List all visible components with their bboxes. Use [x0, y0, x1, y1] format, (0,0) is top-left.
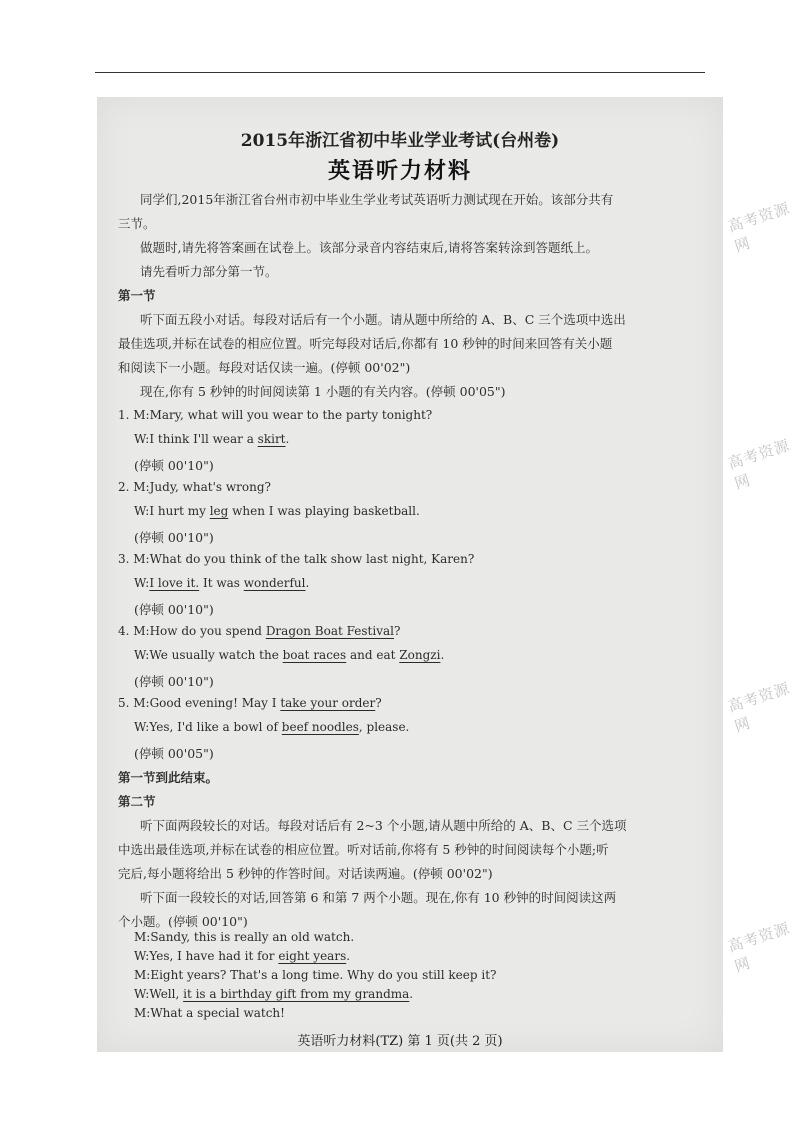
intro-line: 同学们,2015年浙江省台州市初中毕业生学业考试英语听力测试现在开始。该部分共有	[140, 192, 614, 207]
dialogue-line: W:I love it. It was wonderful.	[134, 576, 310, 590]
dialogue-line: M:Eight years? That's a long time. Why do you still keep it?	[134, 968, 497, 982]
instruction-line: 和阅读下一小题。每段对话仅读一遍。(停顿 00'02")	[118, 360, 411, 375]
pause-note: (停顿 00'05")	[134, 746, 214, 761]
instruction-line: 个小题。(停顿 00'10")	[118, 914, 248, 929]
page-footer: 英语听力材料(TZ) 第 1 页(共 2 页)	[297, 1034, 503, 1049]
answer-key: Dragon Boat Festival	[265, 624, 394, 638]
instruction-line: 完后,每小题将给出 5 秒钟的作答时间。对话读两遍。(停顿 00'02")	[118, 866, 493, 881]
dialogue-line: W:Yes, I'd like a bowl of beef noodles, please.	[134, 720, 410, 734]
answer-key: I love it.	[149, 576, 200, 590]
dialogue-line: 1. M:Mary, what will you wear to the party tonight?	[118, 408, 433, 422]
instruction-line: 听下面两段较长的对话。每段对话后有 2~3 个小题,请从题中所给的 A、B、C 三个选项	[140, 818, 627, 833]
dialogue-line: W:We usually watch the boat races and eat Zongzi.	[134, 648, 445, 662]
pause-note: (停顿 00'10")	[134, 674, 214, 689]
instruction-line: 现在,你有 5 秒钟的时间阅读第 1 小题的有关内容。(停顿 00'05")	[140, 384, 506, 399]
dialogue-line: 4. M:How do you spend Dragon Boat Festival?	[118, 624, 401, 638]
document-subtitle: 英语听力材料	[327, 158, 472, 184]
pause-note: (停顿 00'10")	[134, 530, 214, 545]
watermark: 高考资源网	[725, 918, 793, 976]
pause-note: (停顿 00'10")	[134, 458, 214, 473]
answer-key: eight years	[278, 949, 347, 963]
watermark: 高考资源网	[725, 435, 793, 493]
watermark: 高考资源网	[725, 678, 793, 736]
dialogue-line: W:Well, it is a birthday gift from my grandma.	[134, 987, 414, 1001]
intro-line: 请先看听力部分第一节。	[140, 264, 278, 279]
dialogue-line: M:Sandy, this is really an old watch.	[134, 930, 355, 944]
instruction-line: 最佳选项,并标在试卷的相应位置。听完每段对话后,你都有 10 秒钟的时间来回答有关小题	[118, 336, 613, 351]
answer-key: wonderful	[243, 576, 306, 590]
dialogue-line: 5. M:Good evening! May I take your order?	[118, 696, 382, 710]
answer-key: skirt	[257, 432, 286, 446]
top-rule	[95, 72, 705, 73]
answer-key: beef noodles	[281, 720, 359, 734]
dialogue-line: M:What a special watch!	[134, 1006, 285, 1020]
intro-line: 三节。	[118, 216, 156, 231]
answer-key: leg	[209, 504, 229, 518]
instruction-line: 听下面五段小对话。每段对话后有一个小题。请从题中所给的 A、B、C 三个选项中选出	[140, 312, 626, 327]
intro-line: 做题时,请先将答案画在试卷上。该部分录音内容结束后,请将答案转涂到答题纸上。	[140, 240, 598, 255]
section-heading: 第二节	[118, 794, 156, 809]
section-heading: 第一节	[118, 288, 156, 303]
answer-key: Zongzi	[399, 648, 441, 662]
answer-key: it is a birthday gift from my grandma	[183, 987, 410, 1001]
dialogue-line: W:I hurt my leg when I was playing basketball.	[134, 504, 420, 518]
instruction-line: 中选出最佳选项,并标在试卷的相应位置。听对话前,你将有 5 秒钟的时间阅读每个小题;听	[118, 842, 609, 857]
pause-note: (停顿 00'10")	[134, 602, 214, 617]
dialogue-line: W:I think I'll wear a skirt.	[134, 432, 290, 446]
section-end: 第一节到此结束。	[118, 770, 219, 785]
answer-key: take your order	[280, 696, 376, 710]
watermark: 高考资源网	[725, 198, 793, 256]
dialogue-line: 2. M:Judy, what's wrong?	[118, 480, 271, 494]
instruction-line: 听下面一段较长的对话,回答第 6 和第 7 两个小题。现在,你有 10 秒钟的时间阅读这两	[140, 890, 617, 905]
answer-key: boat races	[282, 648, 347, 662]
dialogue-line: 3. M:What do you think of the talk show last night, Karen?	[118, 552, 475, 566]
dialogue-line: W:Yes, I have had it for eight years.	[134, 949, 351, 963]
exam-title: 2015年浙江省初中毕业学业考试(台州卷)	[240, 131, 560, 151]
